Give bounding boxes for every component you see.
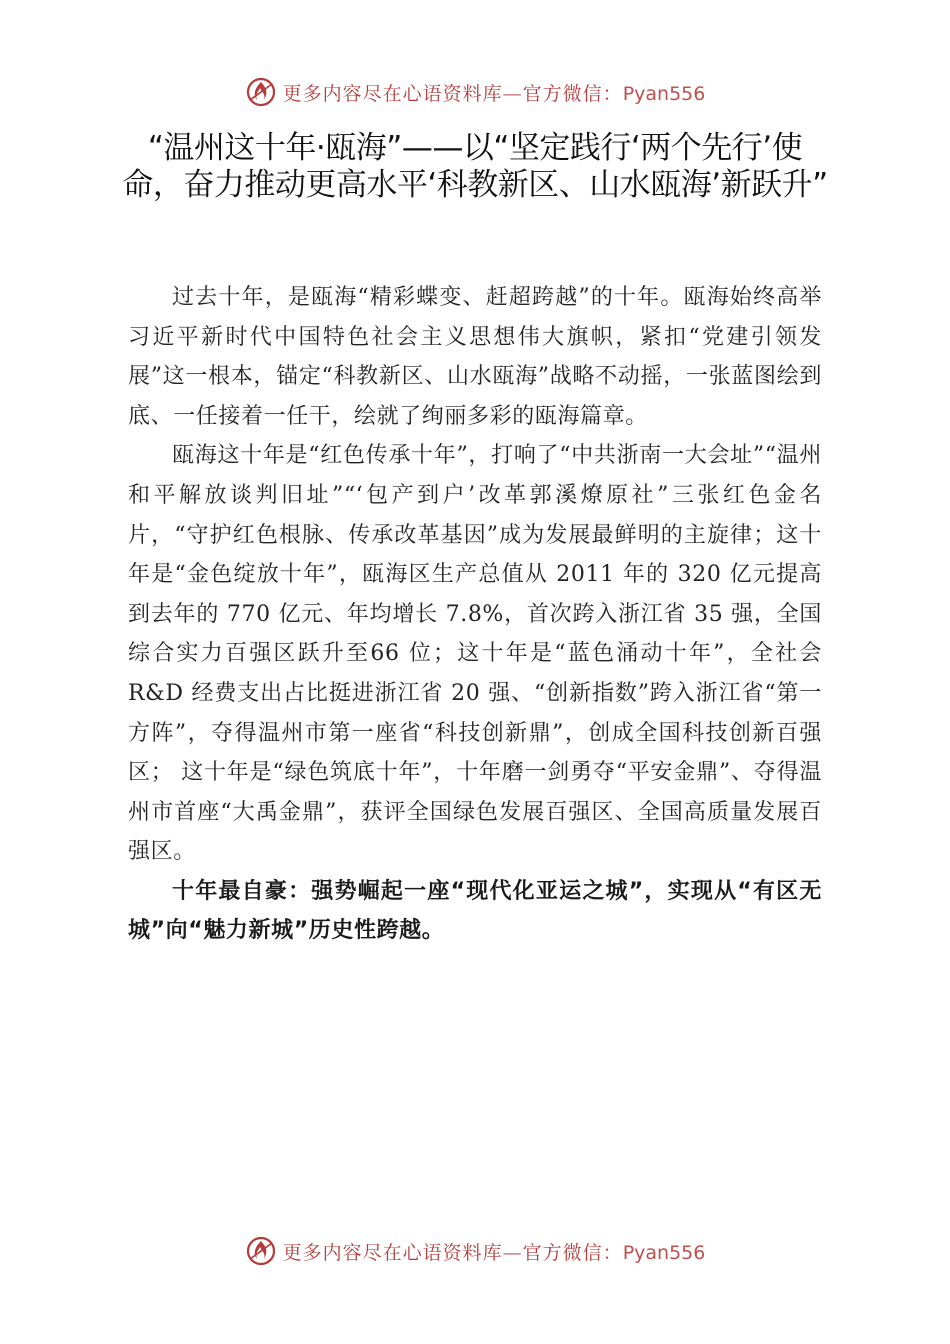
watermark-text: 更多内容尽在心语资料库—官方微信：Pyan556 (282, 1241, 706, 1264)
document-body (128, 278, 822, 950)
highlight-paragraph: 十年最自豪：强势崛起一座“现代化亚运之城”，实现从“有区无城”向“魅力新城”历史性跨越。 (128, 878, 822, 943)
watermark-banner-top (0, 70, 950, 114)
watermark-text: 更多内容尽在心语资料库—官方微信：Pyan556 (282, 82, 706, 105)
flame-circle-logo-icon (245, 76, 277, 108)
watermark-banner-bottom (0, 1229, 950, 1273)
document-title: “温州这十年·瓯海”——以“坚定践行‘两个先行’使命，奋力推动更高水平‘科教新区、山水瓯海’新跃升” (122, 130, 828, 203)
paragraph-decade-review: 瓯海这十年是“红色传承十年”，打响了“中共浙南一大会址”“温州和平解放谈判旧址”“‘包产到户’改革郭溪燎原社”三张红色金名片，“守护红色根脉、传承改革基因”成为发展最鲜明的主旋律；这十年是“金色绽放十年”，瓯海区生产总值从 2011 年的 320 亿元提高到去年的 770 亿元、年均增长 7.8%，首次跨入浙江省 35 强，全国综合实力百强区跃升至66 位；这十年是“蓝色涌动十年”，全社会 R&D 经费支出占比挺进浙江省 20 强、“创新指数”跨入浙江省“第一方阵”，夺得温州市第一座省“科技创新鼎”，创成全国科技创新百强区； 这十年是“绿色筑底十年”，十年磨一剑勇夺“平安金鼎”、夺得温州市首座“大禹金鼎”，获评全国绿色发展百强区、全国高质量发展百强区。 (128, 443, 822, 865)
flame-circle-logo-icon (245, 1235, 277, 1267)
paragraph-intro: 过去十年，是瓯海“精彩蝶变、赶超跨越”的十年。瓯海始终高举习近平新时代中国特色社会主义思想伟大旗帜，紧扣“党建引领发展”这一根本，锚定“科教新区、山水瓯海”战略不动摇，一张蓝图绘到底、一任接着一任干，绘就了绚丽多彩的瓯海篇章。 (128, 285, 822, 429)
